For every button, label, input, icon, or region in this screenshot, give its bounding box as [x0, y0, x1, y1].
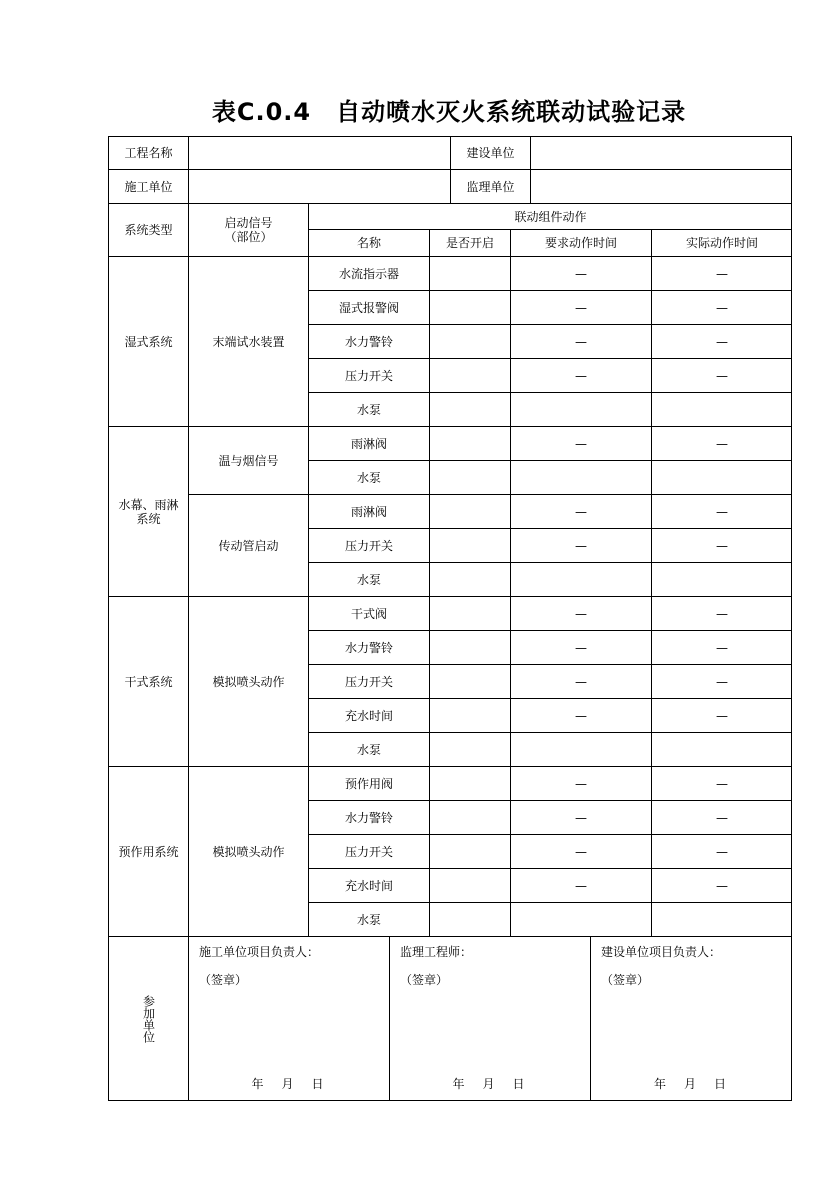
opened-cell[interactable] — [429, 868, 510, 902]
actual-time-cell: — — [651, 426, 792, 460]
component-name-cell: 水泵 — [308, 562, 429, 596]
actual-time-cell: — — [651, 256, 792, 290]
required-time-cell: — — [510, 596, 651, 630]
component-name-cell: 雨淋阀 — [308, 494, 429, 528]
seal-label: （签章） — [400, 973, 449, 987]
required-time-cell: — — [510, 256, 651, 290]
system-type-cell: 干式系统 — [108, 596, 188, 766]
col-header-actual-time: 实际动作时间 — [651, 229, 792, 256]
signature-block — [389, 936, 590, 1101]
opened-cell[interactable] — [429, 664, 510, 698]
component-name-cell: 水泵 — [308, 902, 429, 936]
required-time-cell[interactable] — [510, 460, 651, 494]
opened-cell[interactable] — [429, 834, 510, 868]
opened-cell[interactable] — [429, 460, 510, 494]
opened-cell[interactable] — [429, 528, 510, 562]
seal-label: （签章） — [601, 973, 650, 987]
component-name-cell: 水泵 — [308, 460, 429, 494]
col-header-start-signal: 启动信号 （部位） — [188, 203, 308, 256]
component-name-cell: 压力开关 — [308, 528, 429, 562]
component-name-cell: 水泵 — [308, 392, 429, 426]
required-time-cell[interactable] — [510, 562, 651, 596]
opened-cell[interactable] — [429, 732, 510, 766]
builder-label: 建设单位 — [450, 136, 530, 169]
component-name-cell: 水力警铃 — [308, 324, 429, 358]
opened-cell[interactable] — [429, 902, 510, 936]
project-name-label: 工程名称 — [108, 136, 188, 169]
opened-cell[interactable] — [429, 256, 510, 290]
actual-time-cell: — — [651, 800, 792, 834]
form-title: 表C.0.4 自动喷水灭火系统联动试验记录 — [211, 98, 687, 126]
actual-time-cell: — — [651, 664, 792, 698]
actual-time-cell: — — [651, 528, 792, 562]
project-name-field[interactable] — [188, 136, 450, 169]
start-signal-cell: 传动管启动 — [188, 494, 308, 596]
component-name-cell: 压力开关 — [308, 358, 429, 392]
supervisor-label: 监理单位 — [450, 169, 530, 203]
col-header-opened: 是否开启 — [429, 229, 510, 256]
signer-role: 监理工程师： — [400, 945, 473, 959]
opened-cell[interactable] — [429, 596, 510, 630]
required-time-cell: — — [510, 494, 651, 528]
actual-time-cell: — — [651, 290, 792, 324]
actual-time-cell[interactable] — [651, 460, 792, 494]
required-time-cell: — — [510, 766, 651, 800]
opened-cell[interactable] — [429, 324, 510, 358]
required-time-cell: — — [510, 324, 651, 358]
component-name-cell: 压力开关 — [308, 664, 429, 698]
actual-time-cell: — — [651, 834, 792, 868]
component-name-cell: 预作用阀 — [308, 766, 429, 800]
date-line: 年 月 日 — [452, 1077, 528, 1091]
start-signal-cell: 末端试水装置 — [188, 256, 308, 426]
start-signal-cell: 模拟喷头动作 — [188, 766, 308, 936]
required-time-cell: — — [510, 698, 651, 732]
system-type-cell: 水幕、雨淋 系统 — [108, 426, 188, 596]
signer-role: 施工单位项目负责人： — [199, 945, 320, 959]
col-header-component-name: 名称 — [308, 229, 429, 256]
actual-time-cell[interactable] — [651, 732, 792, 766]
seal-label: （签章） — [199, 973, 248, 987]
supervisor-field[interactable] — [530, 169, 792, 203]
actual-time-cell: — — [651, 698, 792, 732]
col-header-system-type: 系统类型 — [108, 203, 188, 256]
opened-cell[interactable] — [429, 358, 510, 392]
actual-time-cell: — — [651, 766, 792, 800]
opened-cell[interactable] — [429, 562, 510, 596]
actual-time-cell: — — [651, 358, 792, 392]
contractor-label: 施工单位 — [108, 169, 188, 203]
opened-cell[interactable] — [429, 290, 510, 324]
opened-cell[interactable] — [429, 766, 510, 800]
participants-label: 参加单位 — [108, 936, 188, 1101]
component-name-cell: 水泵 — [308, 732, 429, 766]
required-time-cell: — — [510, 358, 651, 392]
builder-field[interactable] — [530, 136, 792, 169]
required-time-cell[interactable] — [510, 392, 651, 426]
signer-role: 建设单位项目负责人： — [601, 945, 722, 959]
date-line: 年 月 日 — [251, 1077, 327, 1091]
actual-time-cell: — — [651, 494, 792, 528]
required-time-cell: — — [510, 290, 651, 324]
required-time-cell: — — [510, 426, 651, 460]
contractor-field[interactable] — [188, 169, 450, 203]
start-signal-cell: 模拟喷头动作 — [188, 596, 308, 766]
component-name-cell: 干式阀 — [308, 596, 429, 630]
actual-time-cell[interactable] — [651, 902, 792, 936]
system-type-cell: 湿式系统 — [108, 256, 188, 426]
required-time-cell: — — [510, 834, 651, 868]
required-time-cell: — — [510, 868, 651, 902]
opened-cell[interactable] — [429, 698, 510, 732]
actual-time-cell[interactable] — [651, 392, 792, 426]
opened-cell[interactable] — [429, 426, 510, 460]
col-header-linkage-actions: 联动组件动作 — [308, 203, 792, 229]
date-line: 年 月 日 — [653, 1077, 729, 1091]
component-name-cell: 水力警铃 — [308, 800, 429, 834]
required-time-cell[interactable] — [510, 902, 651, 936]
linkage-test-record-table — [108, 136, 792, 1101]
component-name-cell: 湿式报警阀 — [308, 290, 429, 324]
component-name-cell: 充水时间 — [308, 868, 429, 902]
opened-cell[interactable] — [429, 800, 510, 834]
component-name-cell: 压力开关 — [308, 834, 429, 868]
required-time-cell: — — [510, 800, 651, 834]
required-time-cell: — — [510, 528, 651, 562]
component-name-cell: 充水时间 — [308, 698, 429, 732]
opened-cell[interactable] — [429, 630, 510, 664]
actual-time-cell[interactable] — [651, 562, 792, 596]
component-name-cell: 水力警铃 — [308, 630, 429, 664]
opened-cell[interactable] — [429, 392, 510, 426]
signature-block — [188, 936, 389, 1101]
actual-time-cell: — — [651, 868, 792, 902]
component-name-cell: 雨淋阀 — [308, 426, 429, 460]
component-name-cell: 水流指示器 — [308, 256, 429, 290]
actual-time-cell: — — [651, 596, 792, 630]
start-signal-cell: 温与烟信号 — [188, 426, 308, 494]
col-header-required-time: 要求动作时间 — [510, 229, 651, 256]
signature-block — [590, 936, 792, 1101]
required-time-cell: — — [510, 664, 651, 698]
actual-time-cell: — — [651, 630, 792, 664]
actual-time-cell: — — [651, 324, 792, 358]
opened-cell[interactable] — [429, 494, 510, 528]
system-type-cell: 预作用系统 — [108, 766, 188, 936]
required-time-cell: — — [510, 630, 651, 664]
required-time-cell[interactable] — [510, 732, 651, 766]
